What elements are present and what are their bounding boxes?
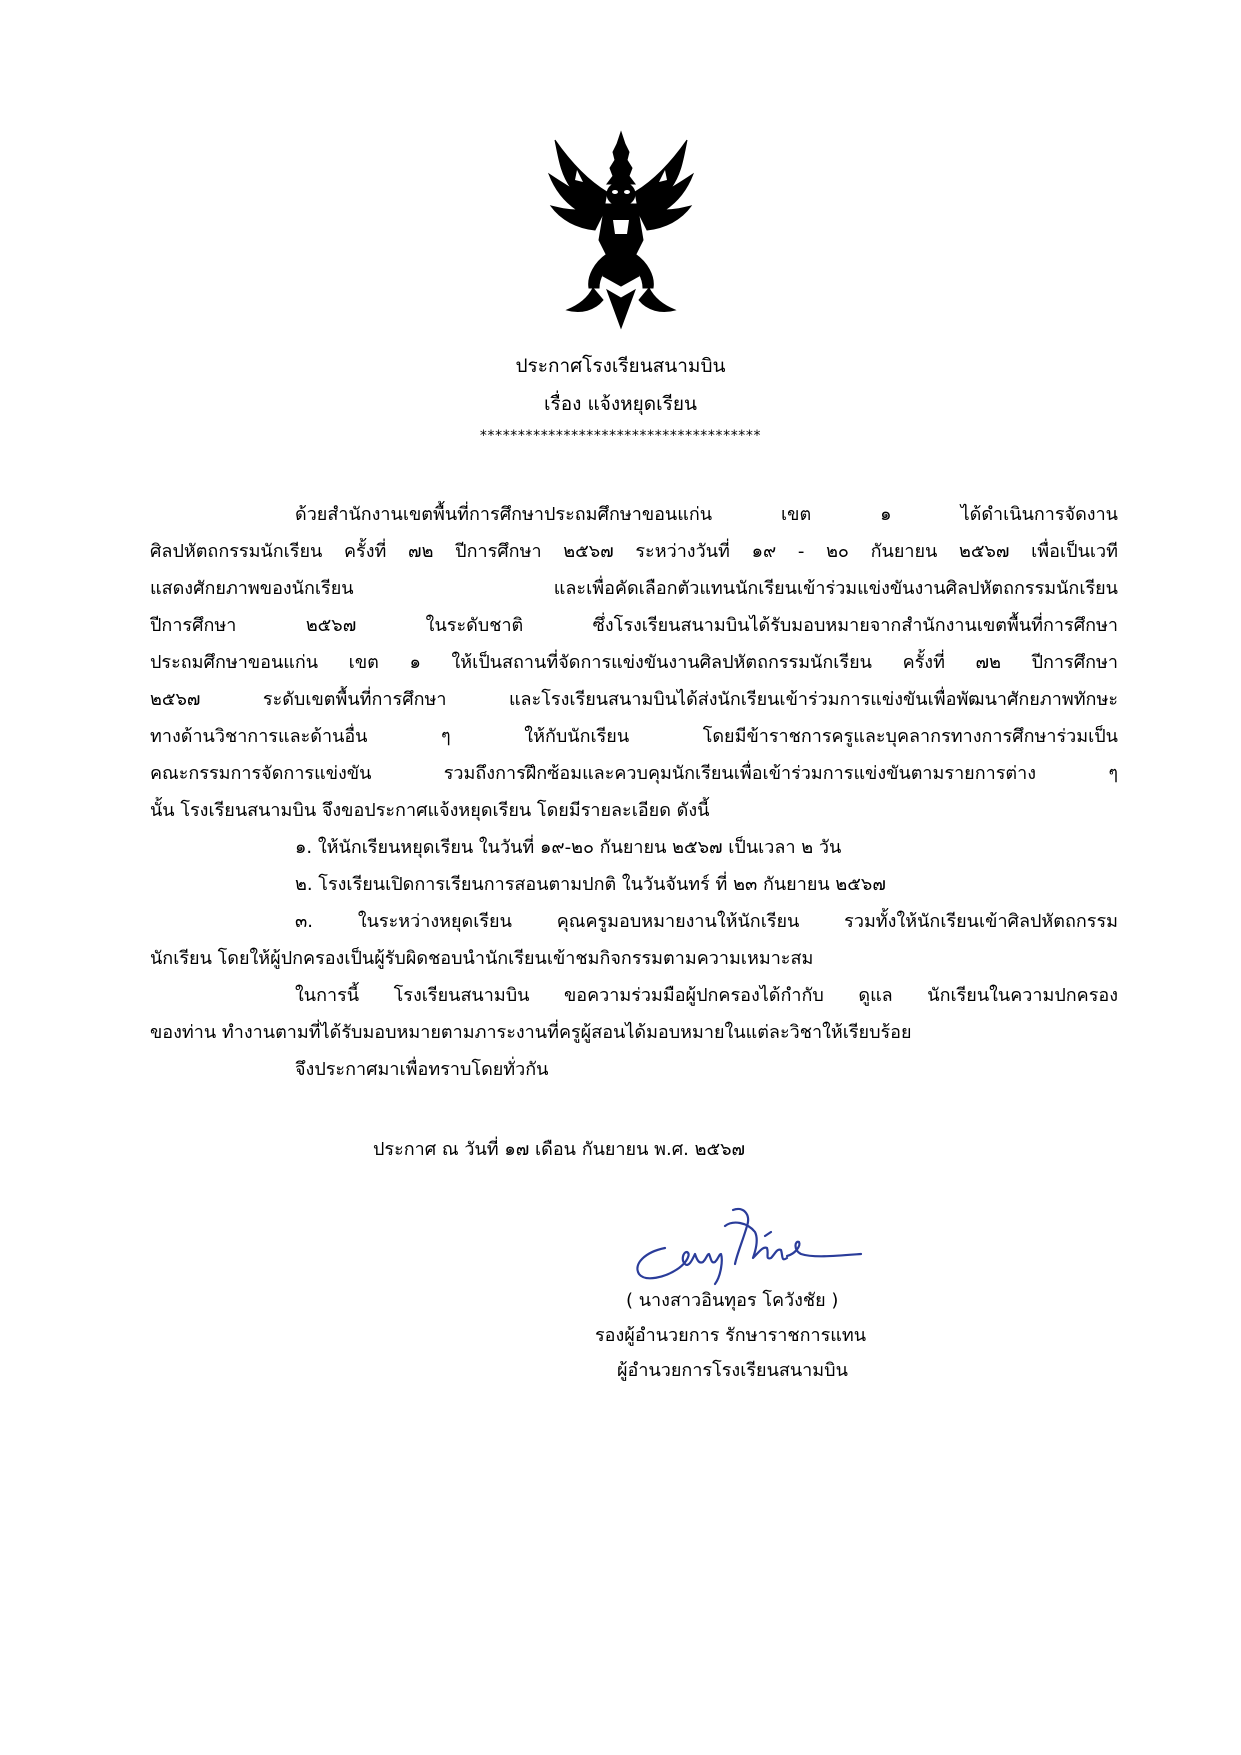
body-line: นั้น โรงเรียนสนามบิน จึงขอประกาศแจ้งหยุดเรียน โดยมีรายละเอียด ดังนี้ xyxy=(150,800,710,821)
body-line: ศิลปหัตถกรรมนักเรียน ครั้งที่ ๗๒ ปีการศึกษา ๒๕๖๗ ระหว่างวันที่ ๑๙ - ๒๐ กันยายน ๒๕๖๗ เพื่อเป็นเวที xyxy=(150,541,1118,562)
body-line: ในการนี้ โรงเรียนสนามบิน ขอความร่วมมือผู้ปกครองได้กำกับ ดูแล นักเรียนในความปกครอง xyxy=(295,985,1118,1006)
list-item-3: ๓. ในระหว่างหยุดเรียน คุณครูมอบหมายงานให้นักเรียน รวมทั้งให้นักเรียนเข้าศิลปหัตถกรรม xyxy=(295,911,1118,932)
body-line: ของท่าน ทำงานตามที่ได้รับมอบหมายตามภาระงานที่ครูผู้สอนได้มอบหมายในแต่ละวิชาให้เรียบร้อย xyxy=(150,1022,912,1043)
list-item-1: ๑. ให้นักเรียนหยุดเรียน ในวันที่ ๑๙-๒๐ กันยายน ๒๕๖๗ เป็นเวลา ๒ วัน xyxy=(295,837,842,858)
signer-name: ( นางสาวอินทุอร โควังชัย ) xyxy=(626,1290,839,1311)
body-line: ปีการศึกษา ๒๕๖๗ ในระดับชาติ ซึ่งโรงเรียนสนามบินได้รับมอบหมายจากสำนักงานเขตพื้นที่การศึกษา xyxy=(150,615,1118,636)
announcement-body xyxy=(150,496,1118,1088)
handwritten-signature xyxy=(625,1196,865,1288)
announcement-date: ประกาศ ณ วันที่ ๑๗ เดือน กันยายน พ.ศ. ๒๕๖๗ xyxy=(373,1139,746,1160)
separator-line: ************************************* xyxy=(479,428,762,444)
signer-position: รองผู้อำนวยการ รักษาราชการแทน xyxy=(595,1325,867,1346)
list-item-3-continued: นักเรียน โดยให้ผู้ปกครองเป็นผู้รับผิดชอบนำนักเรียนเข้าชมกิจกรรมตามความเหมาะสม xyxy=(150,948,814,969)
signature-block xyxy=(560,1283,980,1388)
list-item-2: ๒. โรงเรียนเปิดการเรียนการสอนตามปกติ ในวันจันทร์ ที่ ๒๓ กันยายน ๒๕๖๗ xyxy=(295,874,886,895)
body-line: ด้วยสำนักงานเขตพื้นที่การศึกษาประถมศึกษาขอนแก่น เขต ๑ ได้ดำเนินการจัดงาน xyxy=(295,504,1118,525)
signer-position-2: ผู้อำนวยการโรงเรียนสนามบิน xyxy=(617,1360,848,1381)
body-line: ทางด้านวิชาการและด้านอื่น ๆ ให้กับนักเรียน โดยมีข้าราชการครูและบุคลากรทางการศึกษาร่วมเป็น xyxy=(150,726,1118,747)
garuda-emblem-icon xyxy=(547,130,695,330)
body-line: แสดงศักยภาพของนักเรียน และเพื่อคัดเลือกตัวแทนนักเรียนเข้าร่วมแข่งขันงานศิลปหัตถกรรมนักเรียน xyxy=(150,578,1118,599)
announcement-subject: เรื่อง แจ้งหยุดเรียน xyxy=(544,393,697,415)
announcement-title: ประกาศโรงเรียนสนามบิน xyxy=(515,355,726,377)
body-line: ประถมศึกษาขอนแก่น เขต ๑ ให้เป็นสถานที่จัดการแข่งขันงานศิลปหัตถกรรมนักเรียน ครั้งที่ ๗๒ ปีการศึกษา xyxy=(150,652,1118,673)
body-line: คณะกรรมการจัดการแข่งขัน รวมถึงการฝึกซ้อมและควบคุมนักเรียนเพื่อเข้าร่วมการแข่งขันตามรายการต่าง ๆ xyxy=(150,763,1118,784)
body-line: ๒๕๖๗ ระดับเขตพื้นที่การศึกษา และโรงเรียนสนามบินได้ส่งนักเรียนเข้าร่วมการแข่งขันเพื่อพัฒนาศักยภาพทักษะ xyxy=(150,689,1118,710)
closing-line: จึงประกาศมาเพื่อทราบโดยทั่วกัน xyxy=(295,1059,549,1080)
